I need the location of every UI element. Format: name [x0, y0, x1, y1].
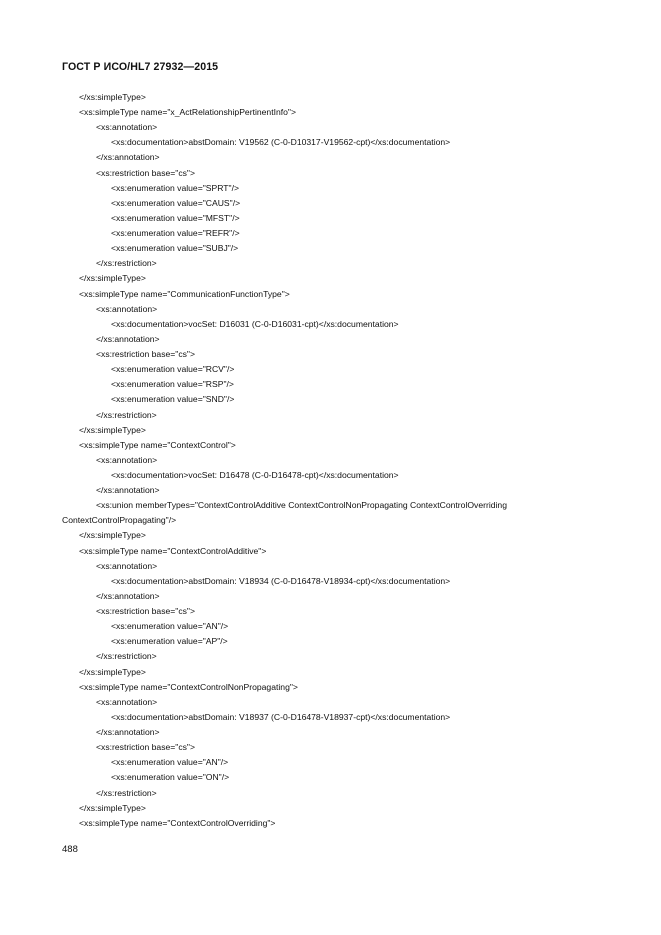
code-line: <xs:enumeration value="AP"/> [111, 636, 228, 647]
code-line: <xs:enumeration value="AN"/> [111, 621, 229, 632]
code-line: <xs:simpleType name="ContextControl"> [79, 439, 236, 450]
code-line: <xs:simpleType name="ContextControlAdditive"> [79, 545, 267, 556]
code-line: </xs:simpleType> [79, 802, 146, 813]
code-line: </xs:restriction> [96, 651, 157, 662]
code-line: </xs:annotation> [96, 727, 160, 738]
code-line: </xs:annotation> [96, 333, 160, 344]
code-line: <xs:restriction base="cs"> [96, 742, 196, 753]
code-line: <xs:enumeration value="SUBJ"/> [111, 243, 239, 254]
code-line: </xs:simpleType> [79, 666, 146, 677]
code-line: </xs:simpleType> [79, 530, 146, 541]
code-line: <xs:enumeration value="ON"/> [111, 772, 230, 783]
code-line: <xs:documentation>vocSet: D16478 (C-0-D16478-cpt)</xs:documentation> [111, 470, 399, 480]
code-line: <xs:annotation> [96, 303, 158, 314]
code-line: <xs:annotation> [96, 454, 158, 465]
code-line: <xs:enumeration value="RCV"/> [111, 364, 235, 375]
code-line: <xs:simpleType name="ContextControlOverriding"> [79, 817, 276, 828]
page-number: 488 [62, 844, 78, 855]
code-line: </xs:simpleType> [79, 424, 146, 435]
code-line: </xs:restriction> [96, 409, 157, 420]
code-line: <xs:simpleType name="ContextControlNonPropagating"> [79, 681, 298, 692]
code-line: </xs:annotation> [96, 590, 160, 601]
code-line: </xs:simpleType> [79, 92, 146, 102]
code-line: <xs:enumeration value="SPRT"/> [111, 182, 239, 193]
code-line: <xs:documentation>abstDomain: V19562 (C-0-D10317-V19562-cpt)</xs:documentation> [111, 137, 451, 148]
code-line: <xs:enumeration value="SND"/> [111, 394, 235, 405]
code-line: <xs:enumeration value="MFST"/> [111, 212, 240, 223]
code-line: <xs:simpleType name="x_ActRelationshipPertinentInfo"> [79, 107, 297, 118]
code-line: <xs:annotation> [96, 122, 158, 133]
code-line: <xs:documentation>vocSet: D16031 (C-0-D16031-cpt)</xs:documentation> [111, 318, 399, 329]
code-line: </xs:annotation> [96, 485, 160, 496]
code-line: <xs:documentation>abstDomain: V18934 (C-0-D16478-V18934-cpt)</xs:documentation> [111, 575, 451, 586]
code-line: </xs:simpleType> [79, 273, 146, 284]
code-line: <xs:annotation> [96, 696, 158, 707]
code-line: <xs:restriction base="cs"> [96, 349, 196, 360]
code-line: <xs:enumeration value="RSP"/> [111, 379, 234, 390]
code-line: <xs:annotation> [96, 560, 158, 571]
code-line: <xs:enumeration value="REFR"/> [111, 228, 240, 239]
code-line: </xs:annotation> [96, 152, 160, 163]
code-line: <xs:enumeration value="AN"/> [111, 757, 229, 768]
code-line: ContextControlPropagating"/> [62, 515, 177, 526]
code-line: </xs:restriction> [96, 787, 157, 798]
code-line: <xs:documentation>abstDomain: V18937 (C-0-D16478-V18937-cpt)</xs:documentation> [111, 711, 451, 722]
code-line: <xs:restriction base="cs"> [96, 167, 196, 178]
code-line: <xs:enumeration value="CAUS"/> [111, 197, 241, 208]
code-line: <xs:union memberTypes="ContextControlAdditive ContextControlNonPropagating ContextControlOverriding [96, 500, 507, 511]
code-line: <xs:restriction base="cs"> [96, 606, 196, 617]
document-header: ГОСТ Р ИСО/HL7 27932—2015 [62, 61, 219, 73]
code-line: <xs:simpleType name="CommunicationFunctionType"> [79, 288, 290, 299]
code-line: </xs:restriction> [96, 258, 157, 269]
